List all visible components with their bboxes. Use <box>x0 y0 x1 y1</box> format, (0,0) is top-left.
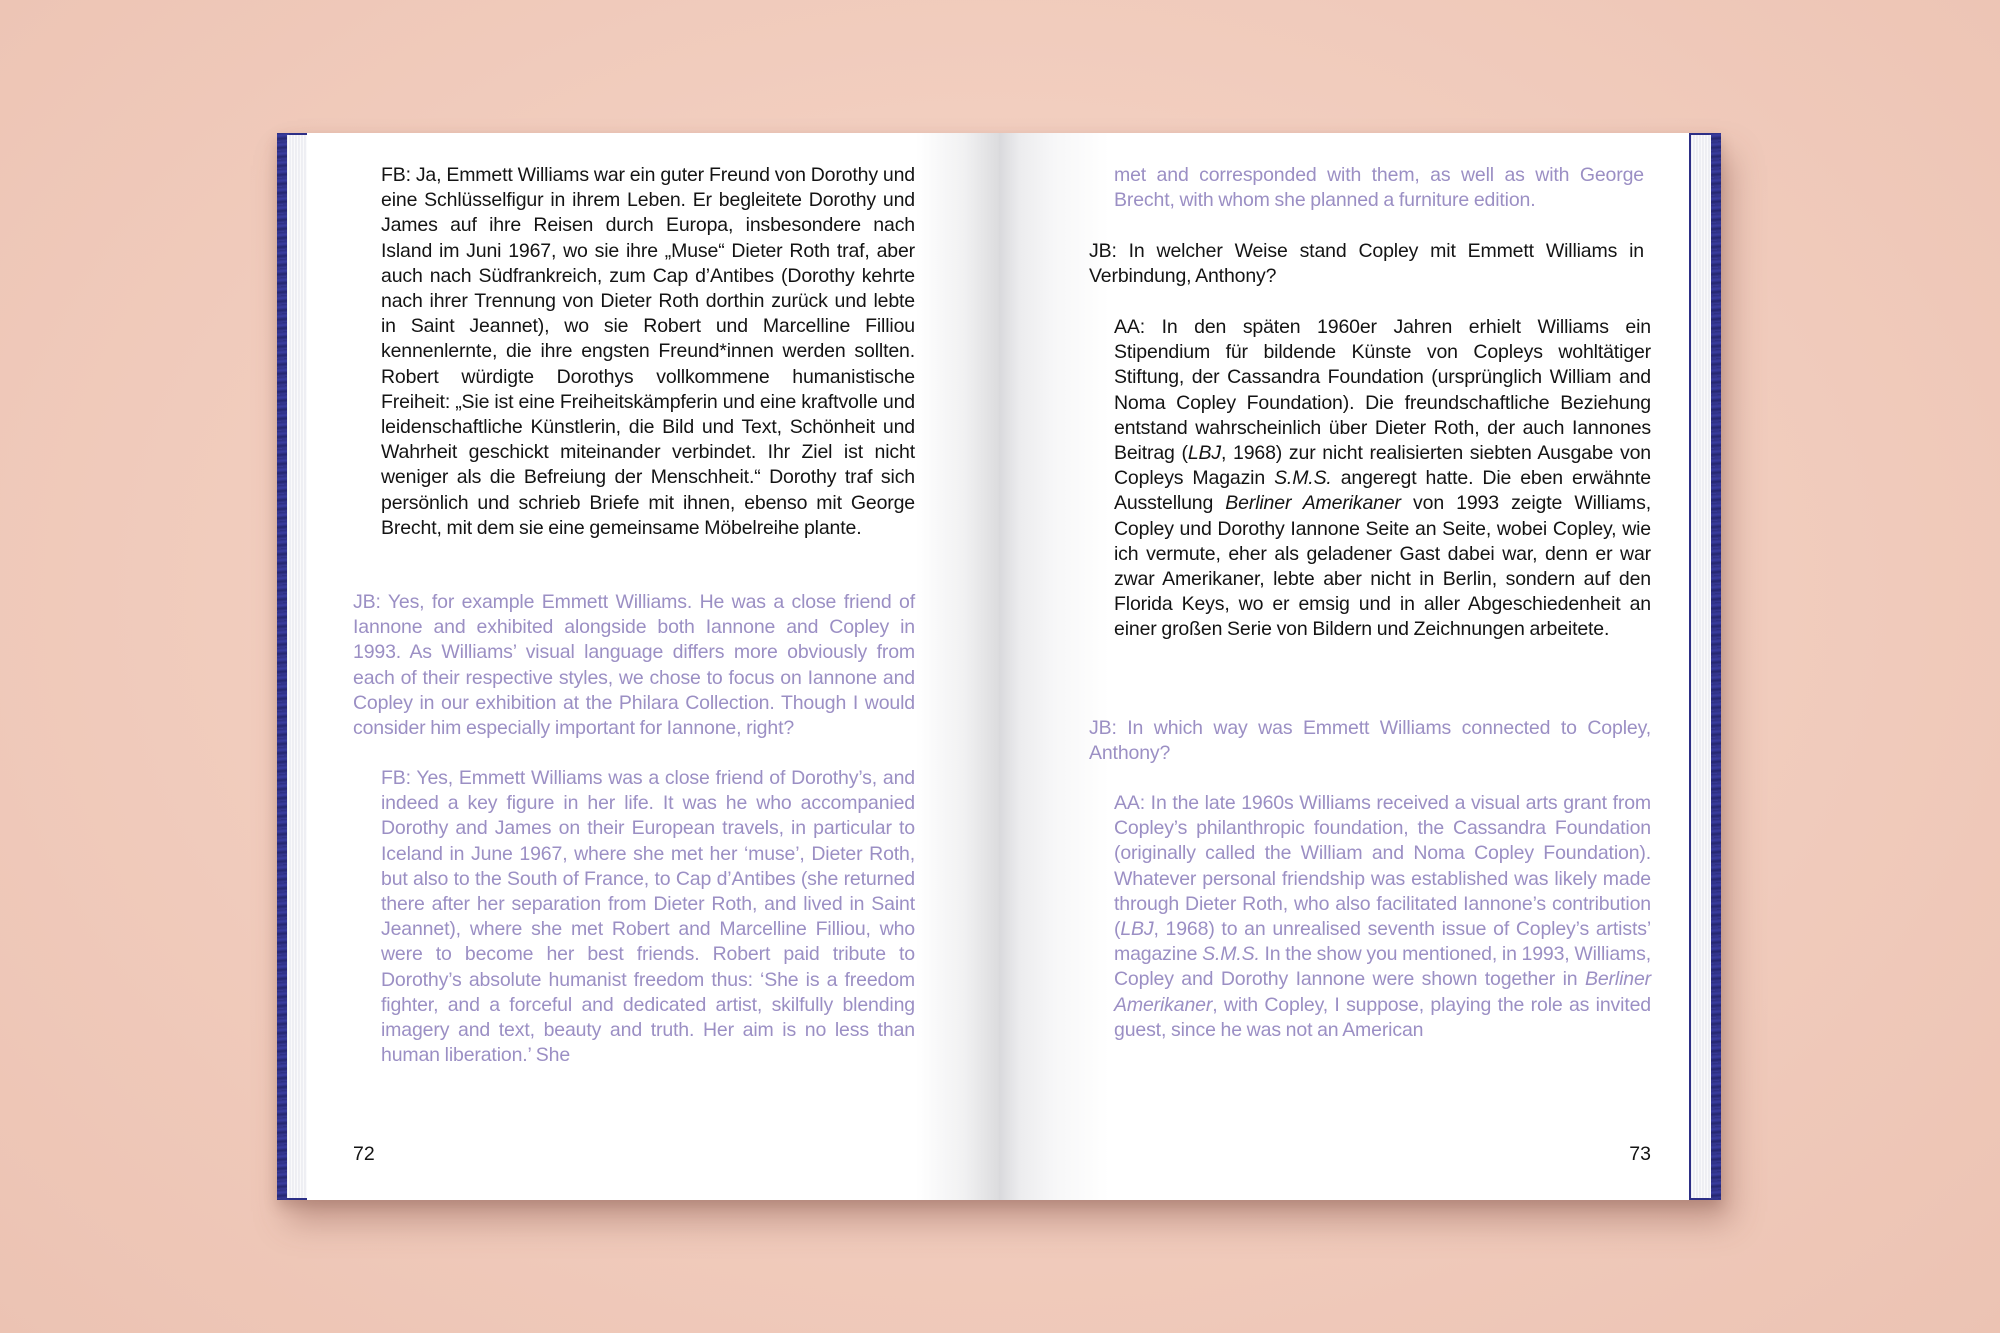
right-page <box>999 133 1689 1200</box>
aa-english-paragraph: AA: In the late 1960s Williams received a visual arts grant from Copley’s philanthropic foundation, the Cassandra Foundation (originally called the William and Noma Copley Foundation). Whatever personal friendship was established was likely made through Dieter Roth, who also facilitated Iannone’s contribution (LBJ, 1968) to an unrealised seventh issue of Copley’s artists’ magazine S.M.S. In the show you mentioned, in 1993, Williams, Copley and Dorothy Iannone were shown together in Berliner Amerikaner, with Copley, I suppose, playing the role as invited guest, since he was not an American <box>1114 792 1651 1041</box>
continuation-paragraph: met and corresponded with them, as well as with George Brecht, with whom she planned a furniture edition. <box>1114 164 1644 212</box>
jb-german-question: JB: In welcher Weise stand Copley mit Emmett Williams in Verbindung, Anthony? <box>1089 240 1644 288</box>
fb-english-paragraph: FB: Yes, Emmett Williams was a close friend of Dorothy’s, and indeed a key figure in her life. It was he who accompanied Dorothy and James on their European travels, in particular to Iceland in June 1967, where she met her ‘muse’, Dieter Roth, but also to the South of France, to Cap d’Antibes (she returned there after her separation from Dieter Roth, and lived in Saint Jeannet), where she met Robert and Marcelline Filliou, who were to become her best friends. Robert paid tribute to Dorothy’s absolute humanist freedom thus: ‘She is a freedom fighter, and a forceful and dedicated artist, skilfully blending imagery and text, beauty and truth. Her aim is no less than human liberation.’ She <box>381 767 915 1067</box>
page-stack-right <box>1691 135 1711 1198</box>
page-number-left: 72 <box>353 1143 375 1165</box>
page-number-right: 73 <box>1629 1143 1651 1165</box>
open-book <box>277 133 1721 1200</box>
jb-english-paragraph: JB: Yes, for example Emmett Williams. He was a close friend of Iannone and exhibited alongside both Iannone and Copley in 1993. As Williams’ visual language differs more obviously from each of their respective styles, we chose to focus on Iannone and Copley in our exhibition at the Philara Collection. Though I would consider him especially important for Iannone, right? <box>353 591 915 740</box>
jb-english-question: JB: In which way was Emmett Williams connected to Copley, Anthony? <box>1089 717 1651 765</box>
fb-german-paragraph: FB: Ja, Emmett Williams war ein guter Freund von Dorothy und eine Schlüsselfigur in ihrem Leben. Er begleitete Dorothy und James auf ihre Reisen durch Europa, insbesondere nach Island im Juni 1967, wo sie ihre „Muse“ Dieter Roth traf, aber auch nach Südfrankreich, zum Cap d’Antibes (Dorothy kehrte nach ihrer Trennung von Dieter Roth dorthin zurück und lebte in Saint Jeannet), wo sie Robert und Marcelline Filliou kennenlernte, die ihre engsten Freund*innen werden sollten. Robert würdigte Dorothys vollkommene humanistische Freiheit: „Sie ist eine Freiheitskämpferin und eine kraftvolle und leidenschaftliche Künstlerin, die Bild und Text, Schönheit und Wahrheit geschickt miteinander verbindet. Ihr Ziel ist nicht weniger als die Befreiung der Menschheit.“ Dorothy traf sich persönlich und schrieb Briefe mit ihnen, ebenso mit George Brecht, mit dem sie eine gemeinsame Möbelreihe plante. <box>381 164 915 539</box>
aa-german-paragraph: AA: In den späten 1960er Jahren erhielt Williams ein Stipendium für bildende Künste von Copleys wohltätiger Stiftung, der Cassandra Foundation (ursprünglich William and Noma Copley Foundation). Die freundschaftliche Beziehung entstand wahrscheinlich über Dieter Roth, der auch Iannones Beitrag (LBJ, 1968) zur nicht realisierten siebten Ausgabe von Copleys Magazin S.M.S. angeregt hatte. Die eben erwähnte Ausstellung Berliner Amerikaner von 1993 zeigte Williams, Copley und Dorothy Iannone Seite an Seite, wobei Copley, wie ich vermute, eher als geladener Gast dabei war, denn er war zwar Amerikaner, lebte aber nicht in Berlin, sondern auf den Florida Keys, wo er emsig und in aller Abgeschiedenheit an einer großen Serie von Bildern und Zeichnungen arbeitete. <box>1114 316 1652 641</box>
page-stack-left <box>287 135 307 1198</box>
left-page <box>307 133 999 1200</box>
